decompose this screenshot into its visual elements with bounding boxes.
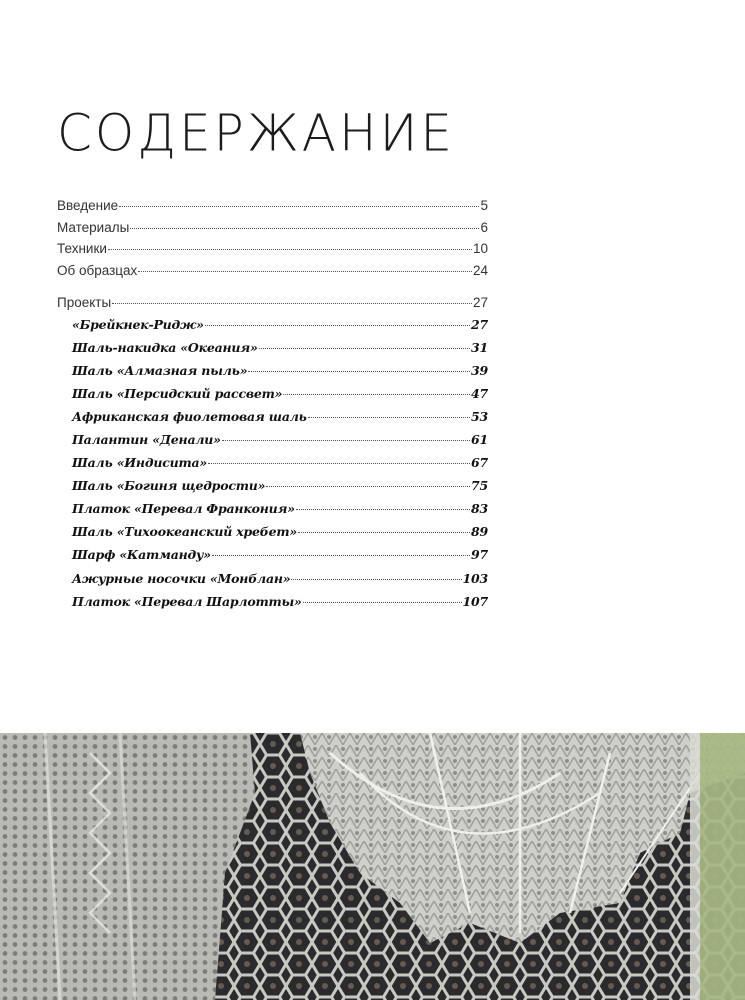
page-title: СОДЕРЖАНИЕ (57, 103, 455, 163)
toc-project-entry[interactable] (57, 501, 488, 524)
toc-project-entry[interactable] (57, 571, 488, 594)
toc-entry-page: 107 (462, 593, 488, 609)
toc-entry-label: Шаль «Алмазная пыль» (72, 362, 248, 378)
toc-entry-page: 39 (471, 362, 488, 378)
dot-leader (119, 206, 479, 207)
dot-leader (283, 394, 470, 395)
toc-project-entry[interactable] (57, 363, 488, 386)
toc-entry-page: 24 (472, 262, 488, 278)
dot-leader (296, 509, 470, 510)
dot-leader (205, 325, 470, 326)
toc-entry-label: Материалы (57, 219, 130, 235)
toc-entry-label: Шаль «Индисита» (72, 455, 208, 471)
toc-entry-label: Техники (57, 241, 107, 256)
dot-leader (138, 271, 472, 272)
toc-project-entry[interactable] (57, 547, 488, 570)
toc-entry-page: 27 (471, 316, 488, 332)
dot-leader (298, 532, 470, 533)
dot-leader (108, 249, 472, 250)
toc-projects-list (57, 295, 488, 617)
dot-leader (208, 463, 470, 464)
toc-entry-label: Африканская фиолетовая шаль (72, 408, 307, 424)
toc-project-entry[interactable] (57, 340, 488, 363)
toc-project-entry[interactable] (57, 386, 488, 409)
toc-project-entry[interactable] (57, 594, 488, 617)
toc-entry-projects[interactable] (57, 295, 488, 317)
toc-entry-page: 5 (480, 198, 488, 213)
toc-entry-page: 31 (471, 339, 488, 355)
toc-entry-label: «Брейкнек-Ридж» (72, 316, 204, 332)
dot-leader (259, 348, 470, 349)
dot-leader (291, 579, 461, 580)
toc-entry-label: Шарф «Катманду» (72, 547, 211, 563)
toc-entry-page: 97 (471, 547, 488, 563)
dot-leader (222, 440, 470, 441)
toc-entry-label: Шаль «Богиня щедрости» (72, 478, 266, 494)
toc-entry-page: 47 (471, 385, 488, 401)
toc-entry-page: 103 (462, 570, 488, 586)
dot-leader (308, 417, 470, 418)
toc-entry-label: Об образцах (57, 262, 138, 278)
toc-entry-page: 10 (472, 241, 488, 256)
toc-entry-label: Шаль «Тихоокеанский хребет» (72, 524, 298, 540)
toc-entry-page: 89 (471, 524, 488, 540)
toc-entry-intro[interactable] (57, 198, 488, 220)
toc-entry-label: Проекты (57, 295, 112, 310)
toc-entry-page: 61 (471, 431, 488, 447)
toc-project-entry[interactable] (57, 409, 488, 432)
toc-project-entry[interactable] (57, 524, 488, 547)
lace-shawl-photo (0, 733, 745, 1000)
toc-entry-page: 53 (471, 408, 488, 424)
dot-leader (130, 228, 479, 229)
toc-entry-page: 27 (472, 295, 488, 310)
dot-leader (248, 371, 470, 372)
dot-leader (112, 303, 472, 304)
toc-entry-label: Ажурные носочки «Монблан» (72, 570, 291, 586)
dot-leader (303, 602, 462, 603)
toc-project-entry[interactable] (57, 455, 488, 478)
toc-project-entry[interactable] (57, 478, 488, 501)
toc-entry-label: Платок «Перевал Франкония» (72, 501, 295, 517)
toc-entry-page: 67 (471, 455, 488, 471)
toc-entry-page: 75 (471, 478, 488, 494)
toc-entry-label: Палантин «Денали» (72, 431, 221, 447)
dot-leader (212, 555, 470, 556)
toc-entry-page: 83 (471, 501, 488, 517)
toc-project-entry[interactable] (57, 432, 488, 455)
toc-intro-list (57, 198, 488, 284)
toc-entry-techniques[interactable] (57, 241, 488, 263)
toc-entry-swatches[interactable] (57, 263, 488, 285)
dot-leader (266, 486, 470, 487)
toc-entry-page: 6 (480, 219, 488, 235)
toc-entry-label: Шаль-накидка «Океания» (72, 339, 258, 355)
toc-entry-label: Шаль «Персидский рассвет» (72, 385, 283, 401)
toc-entry-label: Платок «Перевал Шарлотты» (72, 593, 302, 609)
lace-shawl-illustration (0, 733, 745, 1000)
toc-project-entry[interactable] (57, 317, 488, 340)
toc-entry-materials[interactable] (57, 220, 488, 242)
toc-entry-label: Введение (57, 198, 119, 213)
